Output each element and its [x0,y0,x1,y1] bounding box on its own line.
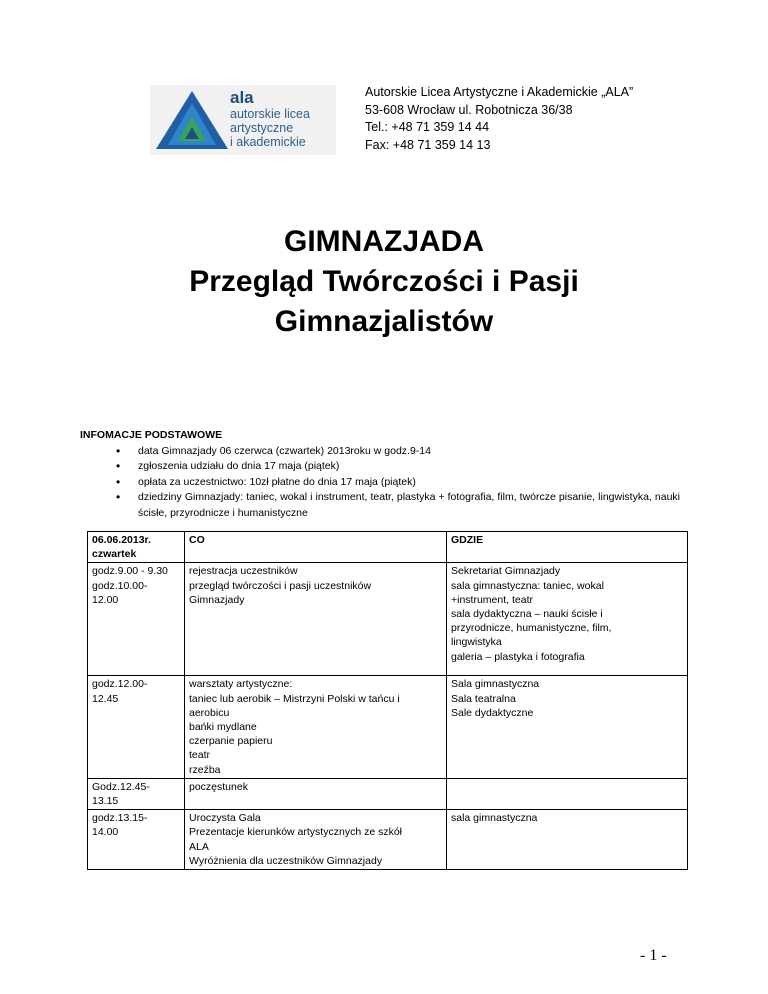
time-text: godz.12.00- [92,678,148,691]
what-text: Wyróżnienia dla uczestników Gimnazjady [189,854,383,867]
what-text: teatr [189,749,211,762]
page-title [0,222,768,342]
logo-line: autorskie licea [230,107,310,121]
what-text: rejestracja uczestników [189,565,298,578]
where-cell [447,563,688,676]
time-text: 12.45 [92,692,119,705]
time-text: godz.10.00- [92,579,148,592]
header-day: czwartek [92,548,137,561]
schedule-table [87,531,688,870]
where-cell: sala gimnastyczna [447,810,688,870]
what-text: czerpanie papieru [189,735,273,748]
time-text: 13.15 [92,795,119,808]
what-text: Uroczysta Gala [189,812,261,825]
what-text: Prezentacje kierunków artystycznych ze szkół [189,826,402,839]
what-cell [185,563,447,676]
what-cell [185,676,447,778]
title-line: GIMNAZJADA [284,225,484,258]
where-text: Sale dydaktyczne [451,706,534,719]
where-text: +instrument, teatr [451,593,533,606]
where-text: przyrodnicze, humanistyczne, film, [451,622,612,635]
logo-line: artystyczne [230,121,294,135]
triangle-logo-icon [154,89,230,151]
school-name: Autorskie Licea Artystyczne i Akademickie „ALA” [365,85,634,99]
time-text: Godz.12.45- [92,780,150,793]
logo-line: i akademickie [230,135,306,149]
school-address [365,84,633,154]
table-row [88,676,688,778]
header-date: 06.06.2013r. [92,534,151,546]
table-row [88,563,688,676]
what-text: aerobicu [189,706,230,719]
header-co: CO [185,532,447,563]
info-heading: INFOMACJE PODSTAWOWE [80,429,223,441]
what-text: przegląd twórczości i pasji uczestników [189,579,372,592]
where-text: sala dydaktyczna – nauki ścisłe i [451,608,603,621]
title-line: Przegląd Twórczości i Pasji [189,265,579,298]
title-line: Gimnazjalistów [274,305,494,338]
logo-text [230,89,310,149]
page-number: - 1 - [640,947,667,964]
time-cell [88,778,185,809]
time-cell [88,563,185,676]
fax-number: Fax: +48 71 359 14 13 [365,137,491,152]
where-text: Sekretariat Gimnazjady [451,565,561,578]
what-text: warsztaty artystyczne: [189,678,293,691]
what-text: taniec lub aerobik – Mistrzyni Polski w tańcu i [189,692,400,705]
what-text: Gimnazjady [189,593,245,606]
header-date-cell [88,532,185,563]
time-text: 12.00 [92,593,119,606]
info-item: • dziedziny Gimnazjady: taniec, wokal i instrument, teatr, plastyka + fotografia, film, twórcze pisanie, lingwistyka, nauki ścisłe, przyrodnicze i humanistyczne [138,490,680,521]
where-text: Sala teatralna [451,692,516,705]
where-cell [447,676,688,778]
where-text: Sala gimnastyczna [451,678,540,691]
basic-info-section [80,428,680,521]
what-cell [185,810,447,870]
table-row [88,810,688,870]
where-cell [447,778,688,809]
where-text: galeria – plastyka i fotografia [451,650,585,663]
phone-number: Tel.: +48 71 359 14 44 [365,120,490,134]
info-item: • data Gimnazjady 06 czerwca (czwartek) 2013roku w godz.9-14 [138,444,680,460]
header-gdzie: GDZIE [447,532,688,563]
street-address: 53-608 Wrocław ul. Robotnicza 36/38 [365,102,573,117]
where-text: sala gimnastyczna: taniec, wokal [451,579,604,592]
info-item: • opłata za uczestnictwo: 10zł płatne do dnia 17 maja (piątek) [138,475,680,491]
time-text: godz.9.00 - 9.30 [92,565,168,578]
logo-brand: ala [230,88,254,107]
what-text: ALA [189,840,209,853]
time-cell [88,810,185,870]
where-text: lingwistyka [451,636,502,649]
time-text: 14.00 [92,826,119,839]
what-text: rzeźba [189,763,221,776]
time-cell [88,676,185,778]
table-header-row [88,532,688,563]
time-text: godz.13.15- [92,812,148,825]
info-item: • zgłoszenia udziału do dnia 17 maja (piątek) [138,459,680,475]
info-list [80,444,680,522]
what-text: bańki mydlane [189,721,257,734]
ala-logo [150,85,336,155]
table-row [88,778,688,809]
what-cell: poczęstunek [185,778,447,809]
